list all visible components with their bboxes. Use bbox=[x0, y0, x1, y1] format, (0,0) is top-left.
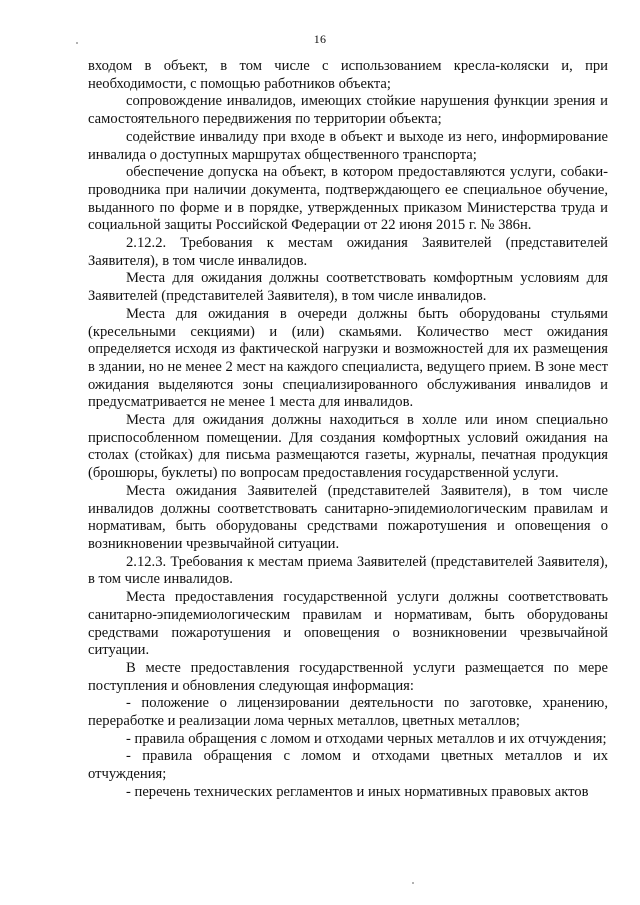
paragraph: сопровождение инвалидов, имеющих стойкие нарушения функции зрения и самостоятельного передвижения по территории объекта; bbox=[88, 93, 608, 128]
section-heading-2-12-2: 2.12.2. Требования к местам ожидания Заявителей (представителей Заявителя), в том числе инвалидов. bbox=[88, 235, 608, 269]
section-heading-2-12-3: 2.12.3. Требования к местам приема Заявителей (представителей Заявителя), в том числе инвалидов. bbox=[88, 553, 608, 588]
list-item: - перечень технических регламентов и иных нормативных правовых актов bbox=[126, 783, 589, 800]
list-item: - положение о лицензировании деятельности по заготовке, хранению, переработке и реализации лома черных металлов, цветных металлов; bbox=[88, 695, 608, 730]
paragraph: содействие инвалиду при входе в объект и выходе из него, информирование инвалида о доступных маршрутах общественного транспорта; bbox=[88, 128, 608, 163]
paragraph: обеспечение допуска на объект, в котором предоставляются услуги, собаки-проводника при наличии документа, подтверждающего ее специальное обучение, выданного по форме и в порядке, утвержденных приказом Министерства труда и социальной защиты Российской Федерации от 22 июня 2015 г. № 386н. bbox=[88, 164, 608, 234]
paragraph: Места ожидания Заявителей (представителей Заявителя), в том числе инвалидов должны соответствовать санитарно-эпидемиологическим правилам и нормативам, быть оборудованы средствами пожаротушения и оповещения о возникновении чрезвычайной ситуации. bbox=[88, 482, 608, 552]
paragraph: Места для ожидания в очереди должны быть оборудованы стульями (кресельными секциями) и (или) скамьями. Количество мест ожидания определяется исходя из фактической нагрузки и возможностей для их размещения в здании, но не менее 2 мест на каждого специалиста, ведущего прием. В зоне мест ожидания выделяются зоны специализированного обслуживания инвалидов и предусматривается не менее 1 места для инвалидов. bbox=[88, 305, 608, 411]
scan-speck bbox=[412, 882, 414, 884]
paragraph: Места для ожидания должны находиться в холле или ином специально приспособленном помещении. Для создания комфортных условий ожидания на столах (стойках) для письма размещаются газеты, журналы, печатная продукция (брошюры, буклеты) по вопросам предоставления государственной услуги. bbox=[88, 412, 608, 482]
paragraph: Места для ожидания должны соответствовать комфортным условиям для Заявителей (представителей Заявителя), в том числе инвалидов. bbox=[88, 270, 608, 305]
list-item: - правила обращения с ломом и отходами цветных металлов и их отчуждения; bbox=[88, 748, 608, 783]
scan-speck bbox=[76, 42, 78, 44]
paragraph: Места предоставления государственной услуги должны соответствовать санитарно-эпидемиологическим правилам и нормативам, быть оборудованы средствами пожаротушения и оповещения о возникновении чрезвычайной ситуации. bbox=[88, 589, 608, 659]
paragraph: В месте предоставления государственной услуги размещается по мере поступления и обновления следующая информация: bbox=[88, 659, 608, 694]
list-item: - правила обращения с ломом и отходами черных металлов и их отчуждения; bbox=[126, 730, 607, 747]
document-body bbox=[88, 58, 608, 802]
paragraph-continuation: входом в объект, в том числе с использованием кресла-коляски и, при необходимости, с помощью работников объекта; bbox=[88, 58, 608, 92]
page-number: 16 bbox=[313, 32, 327, 46]
